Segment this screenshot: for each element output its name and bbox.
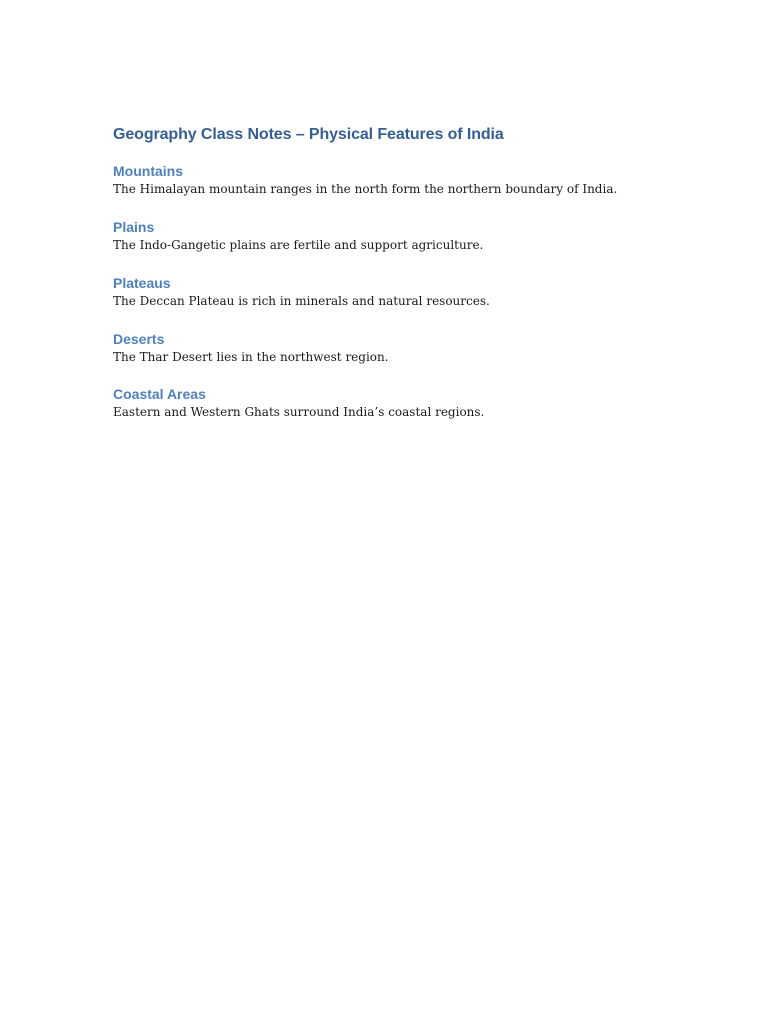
section-plateaus (113, 273, 673, 310)
section-plains (113, 217, 673, 254)
section-body-plains: The Indo-Gangetic plains are fertile and support agriculture. (113, 238, 484, 252)
section-body-plateaus: The Deccan Plateau is rich in minerals and natural resources. (113, 294, 490, 308)
section-body-coastal-areas: Eastern and Western Ghats surround India’s coastal regions. (113, 405, 485, 419)
section-heading-plains: Plains (113, 219, 155, 235)
document-page (113, 124, 673, 421)
section-coastal-areas (113, 384, 673, 421)
section-body-mountains: The Himalayan mountain ranges in the north form the northern boundary of India. (113, 182, 618, 196)
section-deserts (113, 329, 673, 366)
section-heading-coastal-areas: Coastal Areas (113, 386, 206, 402)
section-mountains (113, 161, 673, 198)
section-heading-plateaus: Plateaus (113, 275, 171, 291)
section-body-deserts: The Thar Desert lies in the northwest region. (113, 350, 389, 364)
section-heading-deserts: Deserts (113, 331, 165, 347)
document-title: Geography Class Notes – Physical Features of India (113, 126, 504, 143)
section-heading-mountains: Mountains (113, 163, 183, 179)
